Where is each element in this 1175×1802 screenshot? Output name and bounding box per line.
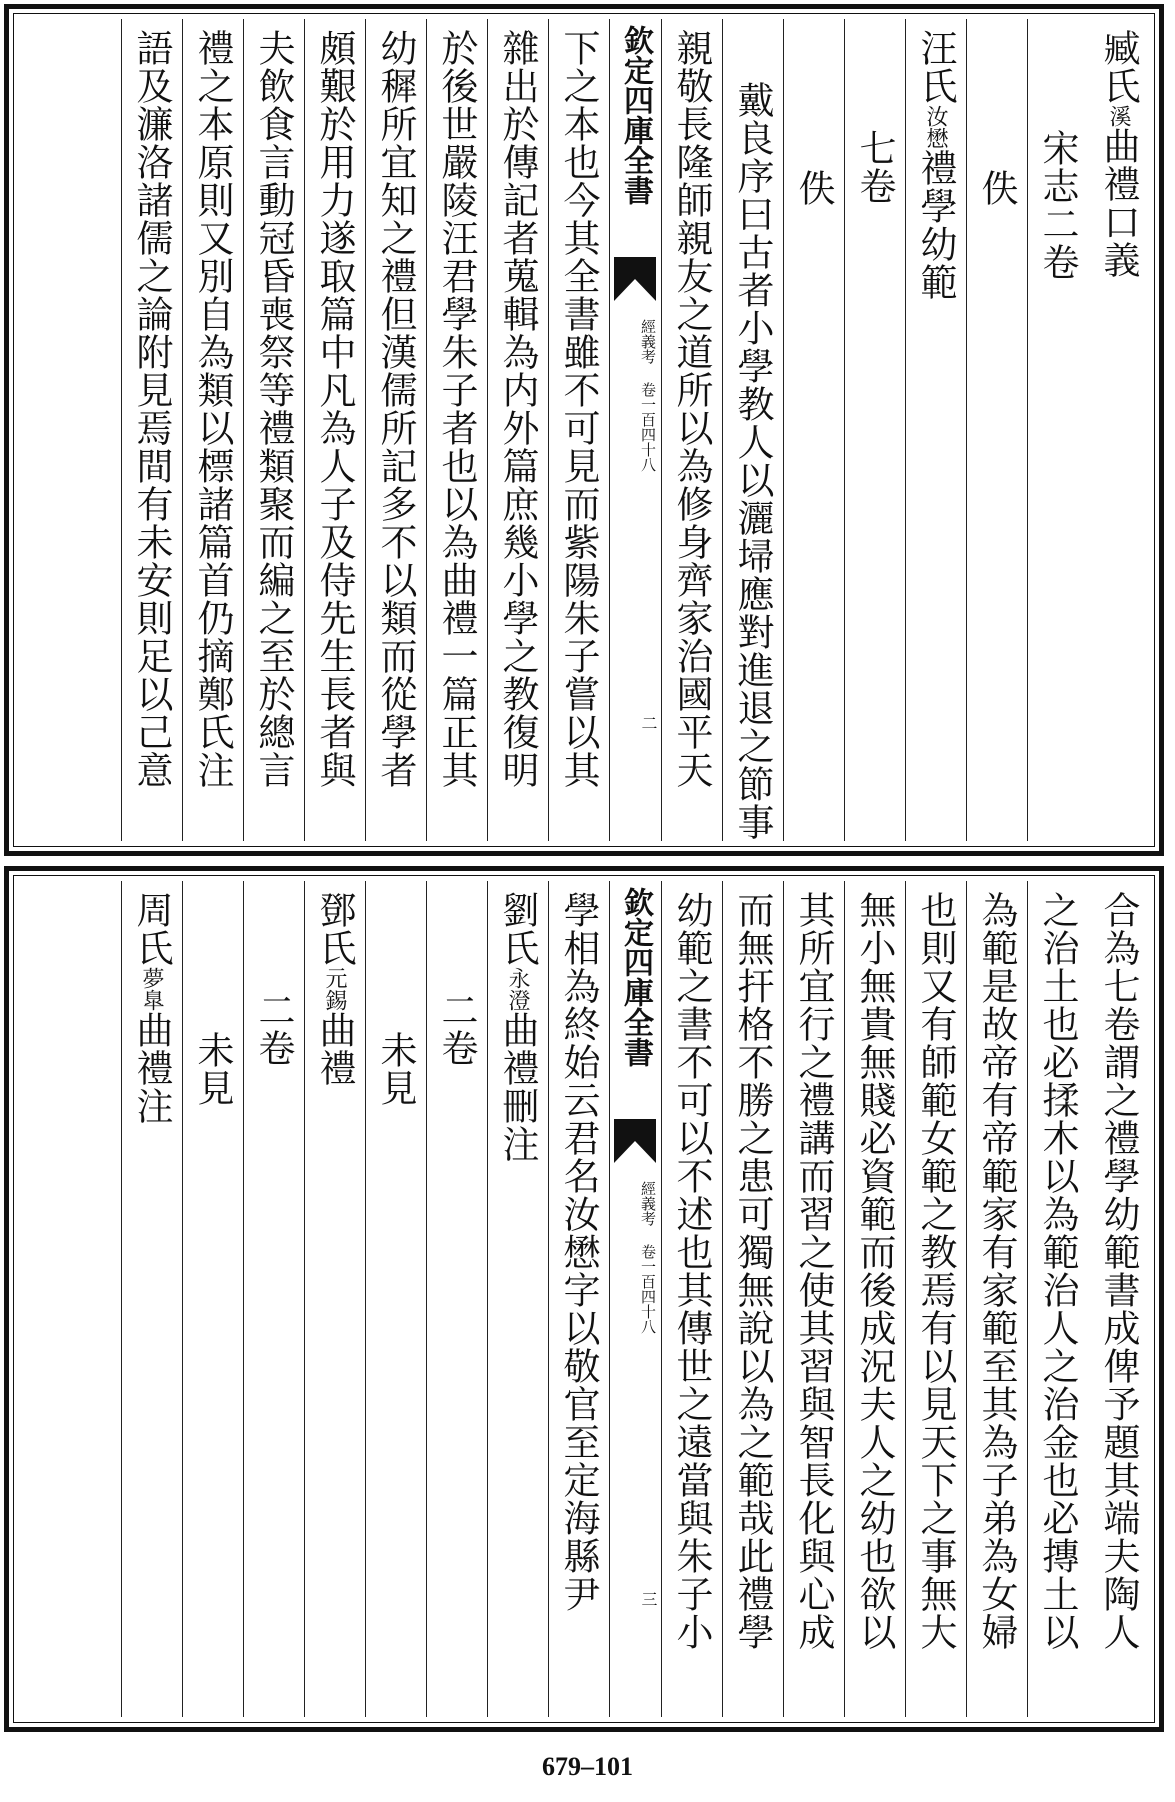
column-annotation: 溪: [1106, 105, 1131, 127]
text-column: [966, 881, 1027, 1717]
column-text: 劉氏: [496, 891, 539, 967]
column-text: 下之本也今其全書雖不可見而紫陽朱子嘗以其: [557, 29, 600, 789]
column-annotation: 元錫: [322, 967, 347, 1011]
top-page-text-area: [19, 19, 1149, 841]
text-column: [365, 881, 426, 1717]
bottom-page-text-area: [19, 881, 1149, 1717]
column-text: 幼範之書不可以不述也其傳世之遠當與朱子小: [670, 891, 713, 1651]
column-annotation: 永澄: [505, 967, 530, 1011]
column-text: 二卷: [252, 991, 295, 1067]
column-text: 為範是故帝有帝範家有家範至其為子弟為女婦: [975, 891, 1018, 1651]
column-text: 無小無貴無賤必資範而後成況夫人之幼也欲以: [853, 891, 896, 1651]
text-column: [783, 19, 844, 841]
column-text: 鄧氏: [313, 891, 356, 967]
text-column: [243, 19, 304, 841]
text-column: [426, 881, 487, 1717]
text-column: [905, 881, 966, 1717]
text-column: [182, 19, 243, 841]
collection-title: 欽定四庫全書: [618, 25, 653, 205]
column-text: 親敬長隆師親友之道所以為修身齊家治國平天: [670, 29, 713, 789]
bottom-page-panel: [4, 866, 1164, 1732]
top-page-panel: [4, 4, 1164, 856]
column-text-continued: 曲禮口義: [1097, 127, 1140, 279]
text-column: [487, 19, 548, 841]
column-text: 禮之本原則又別自為類以標諸篇首仍摘鄭氏注: [191, 29, 234, 789]
text-column: [365, 19, 426, 841]
center-fold-strip: [609, 19, 661, 841]
text-column: [783, 881, 844, 1717]
column-text: 汪氏: [914, 29, 957, 105]
text-column: [966, 19, 1027, 841]
text-column: [844, 881, 905, 1717]
leaf-number: 三: [639, 1591, 658, 1607]
column-text: 之治土也必揉木以為範治人之治金也必摶土以: [1036, 891, 1079, 1651]
column-text: 學相為終始云君名汝懋字以敬官至定海縣尹: [557, 891, 600, 1613]
column-text: 於後世嚴陵汪君學朱子者也以為曲禮一篇正其: [435, 29, 478, 789]
text-column: [905, 19, 966, 841]
text-column: [844, 19, 905, 841]
text-column: [1088, 19, 1149, 841]
column-text-continued: 曲禮: [313, 1011, 356, 1087]
column-text: 語及濂洛諸儒之論附見焉間有未安則足以己意: [130, 29, 173, 789]
text-column: [548, 19, 609, 841]
column-text: 臧氏: [1097, 29, 1140, 105]
text-column: [426, 19, 487, 841]
column-text: 戴良序曰古者小學教人以灑埽應對進退之節事: [731, 81, 774, 841]
text-column: [304, 19, 365, 841]
column-text: 其所宜行之禮講而習之使其習與智長化與心成: [792, 891, 835, 1651]
volume-info: 經義考 卷一百四十八: [639, 1181, 657, 1334]
column-text: 合為七卷謂之禮學幼範書成俾予題其端夫陶人: [1097, 891, 1140, 1651]
column-text: 頗艱於用力遂取篇中凡為人子及侍先生長者與: [313, 29, 356, 789]
page-number-footer: 679–101: [542, 1752, 633, 1781]
fishtail-mark-icon: [614, 257, 656, 301]
text-column: [121, 19, 182, 841]
text-column: [1088, 881, 1149, 1717]
column-text: 未見: [374, 1031, 417, 1107]
text-column: [243, 881, 304, 1717]
leaf-number: 二: [639, 715, 658, 731]
column-annotation: 夢臯: [139, 967, 164, 1011]
text-column: [1027, 19, 1088, 841]
column-text: 雜出於傳記者蒐輯為内外篇庶幾小學之教復明: [496, 29, 539, 789]
text-column: [548, 881, 609, 1717]
text-column: [661, 881, 722, 1717]
fishtail-mark-icon: [614, 1119, 656, 1163]
column-text: 二卷: [435, 991, 478, 1067]
column-text: 而無扞格不勝之患可獨無說以為之範哉此禮學: [731, 891, 774, 1651]
text-column: [722, 881, 783, 1717]
text-column: [304, 881, 365, 1717]
text-column: [722, 19, 783, 841]
text-column: [121, 881, 182, 1717]
text-column: [1027, 881, 1088, 1717]
column-text: 未見: [191, 1031, 234, 1107]
center-fold-strip: [609, 881, 661, 1717]
column-annotation: 汝懋: [923, 105, 948, 149]
column-text: 夫飲食言動冠昏喪祭等禮類聚而編之至於總言: [252, 29, 295, 789]
column-text: 佚: [975, 169, 1018, 207]
column-text: 周氏: [130, 891, 173, 967]
column-text: 宋志二卷: [1036, 129, 1079, 281]
text-column: [487, 881, 548, 1717]
column-text-continued: 曲禮刪注: [496, 1011, 539, 1163]
column-text: 七卷: [853, 129, 896, 205]
column-text: 幼穉所宜知之禮但漢儒所記多不以類而從學者: [374, 29, 417, 789]
column-text-continued: 禮學幼範: [914, 149, 957, 301]
column-text: 佚: [792, 169, 835, 207]
text-column: [182, 881, 243, 1717]
volume-info: 經義考 卷一百四十八: [639, 319, 657, 472]
text-column: [661, 19, 722, 841]
column-text: 也則又有師範女範之教焉有以見天下之事無大: [914, 891, 957, 1651]
column-text-continued: 曲禮注: [130, 1011, 173, 1125]
collection-title: 欽定四庫全書: [618, 887, 653, 1067]
